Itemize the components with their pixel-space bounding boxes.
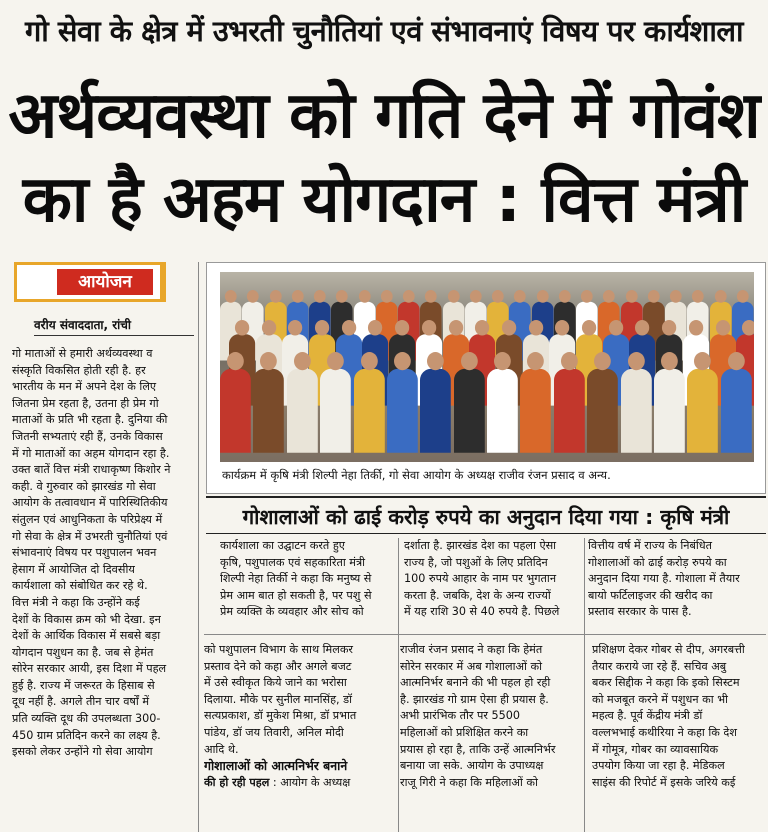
text-line: सोरेन सरकार में अब गोशालाओं को bbox=[400, 659, 542, 673]
text-line: को मजबूत करने में पशुधन का भी bbox=[592, 692, 728, 706]
text-line: दूध नहीं है. अगले तीन चार वर्षों में bbox=[12, 695, 150, 709]
text-line: संभावनाएं विषय पर पशुपालन भवन bbox=[12, 546, 157, 560]
text-line: 100 रुपये आहार के नाम पर भुगतान bbox=[404, 572, 557, 586]
section-tag bbox=[14, 262, 166, 302]
text-line: राजीव रंजन प्रसाद ने कहा कि हेमंत bbox=[400, 643, 543, 656]
text-line: भारतीय के मन में अपने देश के लिए bbox=[12, 380, 157, 394]
text-line: अभी प्रारंभिक तौर पर 5500 bbox=[400, 709, 520, 723]
text-line: है. झारखंड गो ग्राम ऐसा ही प्रयास है. bbox=[400, 692, 549, 706]
group-photo bbox=[220, 272, 754, 462]
text-line: प्रस्ताव देने को कहा और अगले बजट bbox=[204, 659, 352, 673]
text-line: पांडेय, डॉ जय तिवारी, अनिल मोदी bbox=[204, 725, 344, 739]
section-divider bbox=[204, 634, 766, 635]
text-line: संतुलन एवं आधुनिकता के परिप्रेक्ष्य में bbox=[12, 512, 163, 526]
text-line: कृषि, पशुपालक एवं सहकारिता मंत्री bbox=[220, 555, 366, 569]
text-line: तैयार कराये जा रहे हैं. सचिव अबु bbox=[592, 659, 727, 673]
article-column-4 bbox=[588, 538, 760, 630]
text-line: कार्यशाला को संबोधित कर रहे थे. bbox=[12, 579, 148, 593]
text-line: गो माताओं से हमारी अर्थव्यवस्था व bbox=[12, 347, 153, 360]
text-line: कही. वे गुरुवार को झारखंड गो सेवा bbox=[12, 479, 156, 493]
text-line: प्रस्ताव सरकार के पास है. bbox=[588, 605, 692, 619]
text-line: बनाया जा सके. आयोग के उपाध्यक्ष bbox=[400, 759, 544, 773]
text-line: दर्शाता है. झारखंड देश का पहला ऐसा bbox=[404, 539, 557, 552]
text-line: वित्त मंत्री ने कहा कि उन्होंने कई bbox=[12, 595, 140, 609]
column-subheading-2: की हो रही पहल bbox=[204, 775, 270, 789]
text-line: प्रयास हो रहा है, ताकि उन्हें आत्मनिर्भर bbox=[400, 742, 556, 756]
text-line: में यह राशि 30 से 40 रुपये है. पिछले bbox=[404, 605, 560, 619]
column-subheading-tail: : आयोग के अध्यक्ष bbox=[272, 775, 351, 789]
text-line: गो सेवा के क्षेत्र में उभरती चुनौतियां एवं bbox=[12, 529, 168, 543]
text-line: देशों के आर्थिक विकास में सबसे बड़ा bbox=[12, 629, 161, 643]
text-line: सत्यप्रकाश, डॉ मुकेश मिश्रा, डॉ प्रभात bbox=[204, 709, 357, 723]
text-line: में गोमूत्र, गोबर का व्यावसायिक bbox=[592, 742, 719, 756]
text-line: उक्त बातें वित्त मंत्री राधाकृष्ण किशोर ने bbox=[12, 463, 171, 477]
article-column-2 bbox=[220, 538, 392, 630]
text-line: वित्तीय वर्ष में राज्य के निबंधित bbox=[588, 539, 712, 552]
photo-caption: कार्यक्रम में कृषि मंत्री शिल्पी नेहा तिर्की, गो सेवा आयोग के अध्यक्ष राजीव रंजन प्रसाद व अन्य. bbox=[222, 468, 611, 482]
text-line: माताओं के प्रति भी रहता है. दुनिया की bbox=[12, 413, 168, 427]
column-divider bbox=[198, 262, 199, 832]
kicker-line: गो सेवा के क्षेत्र में उभरती चुनौतियां एवं संभावनाएं विषय पर कार्यशाला bbox=[24, 14, 744, 48]
section-tag-label: आयोजन bbox=[57, 269, 153, 295]
text-line: प्रति व्यक्ति दूध की उपलब्धता 300- bbox=[12, 712, 161, 726]
text-line: प्रेम आम बात हो सकती है, पर पशु से bbox=[220, 588, 372, 602]
text-line: सोरेन सरकार आयी, इस दिशा में पहल bbox=[12, 662, 167, 676]
text-line: महिलाओं को प्रशिक्षित करने का bbox=[400, 725, 529, 739]
text-line: आत्मनिर्भर बनाने की भी पहल हो रही bbox=[400, 676, 551, 690]
text-line: गोशालाओं को ढाई करोड़ रुपये का bbox=[588, 555, 727, 569]
text-line: शिल्पी नेहा तिर्की ने कहा कि मनुष्य से bbox=[220, 572, 372, 586]
article-column-1 bbox=[12, 346, 192, 832]
text-line: हुई है. राज्य में जरूरत के हिसाब से bbox=[12, 678, 155, 692]
article-column-3 bbox=[404, 538, 576, 630]
text-line: राजू गिरी ने कहा कि महिलाओं को bbox=[400, 775, 538, 789]
subheadline: गोशालाओं को ढाई करोड़ रुपये का अनुदान दिया गया : कृषि मंत्री bbox=[206, 496, 766, 534]
text-line: वल्लभभाई कथीरिया ने कहा कि देश bbox=[592, 725, 737, 739]
text-line: कार्यशाला का उद्घाटन करते हुए bbox=[220, 539, 345, 552]
text-line: जितना प्रेम रहता है, उतना ही प्रेम गो bbox=[12, 396, 159, 410]
text-line: को पशुपालन विभाग के साथ मिलकर bbox=[204, 643, 353, 656]
text-line: आदि थे. bbox=[204, 742, 239, 756]
text-line: बायो फर्टिलाइजर की खरीद का bbox=[588, 588, 713, 602]
text-line: में गो माताओं का अहम योगदान रहा है. bbox=[12, 446, 170, 460]
text-line: इसको लेकर उन्होंने गो सेवा आयोग bbox=[12, 745, 153, 759]
article-column-5 bbox=[204, 642, 392, 832]
text-line: देशों के विकास क्रम को भी देखा. इन bbox=[12, 612, 161, 626]
byline: वरीय संवाददाता, रांची bbox=[34, 316, 194, 336]
article-column-6 bbox=[400, 642, 584, 832]
text-line: साइंस की रिपोर्ट में इसके जरिये कई bbox=[592, 775, 736, 789]
column-divider bbox=[398, 538, 399, 832]
text-line: राज्य है, जो पशुओं के लिए प्रतिदिन bbox=[404, 555, 548, 569]
text-line: योगदान पशुधन का है. जब से हेमंत bbox=[12, 645, 154, 659]
text-line: बकर सिद्दीक ने कहा कि इको सिस्टम bbox=[592, 676, 740, 690]
text-line: संस्कृति विकसित होती रही है. हर bbox=[12, 363, 146, 377]
text-line: दिलाया. मौके पर सुनील मानसिंह, डॉ bbox=[204, 692, 353, 706]
headline-line-2: का है अहम योगदान : वित्त मंत्री bbox=[22, 163, 746, 237]
column-subheading: गोशालाओं को आत्मनिर्भर बनाने bbox=[204, 758, 348, 774]
text-line: प्रशिक्षण देकर गोबर से दीप, अगरबत्ती bbox=[592, 643, 745, 656]
text-line: महत्व है. पूर्व केंद्रीय मंत्री डॉ bbox=[592, 709, 703, 723]
text-line: करता है. जबकि, देश के अन्य राज्यों bbox=[404, 588, 551, 602]
text-line: अनुदान दिया गया है. गोशाला में तैयार bbox=[588, 572, 740, 586]
text-line: हेसाग में आयोजित दो दिवसीय bbox=[12, 562, 135, 576]
text-line: में उसे स्वीकृत किये जाने का भरोसा bbox=[204, 676, 347, 690]
headline-line-1: अर्थव्यवस्था को गति देने में गोवंश bbox=[8, 79, 760, 153]
text-line: उपयोग किया जा रहा है. मेडिकल bbox=[592, 759, 725, 773]
column-divider bbox=[584, 538, 585, 832]
text-line: आयोग के तत्वावधान में पारिस्थितिकीय bbox=[12, 496, 168, 510]
text-line: जितनी सभ्यताएं रही हैं, उनके विकास bbox=[12, 429, 163, 443]
text-line: 450 ग्राम प्रतिदिन करने का लक्ष्य है. bbox=[12, 728, 161, 742]
text-line: प्रेम व्यक्ति के व्यवहार और सोच को bbox=[220, 605, 364, 619]
article-column-7 bbox=[592, 642, 766, 832]
